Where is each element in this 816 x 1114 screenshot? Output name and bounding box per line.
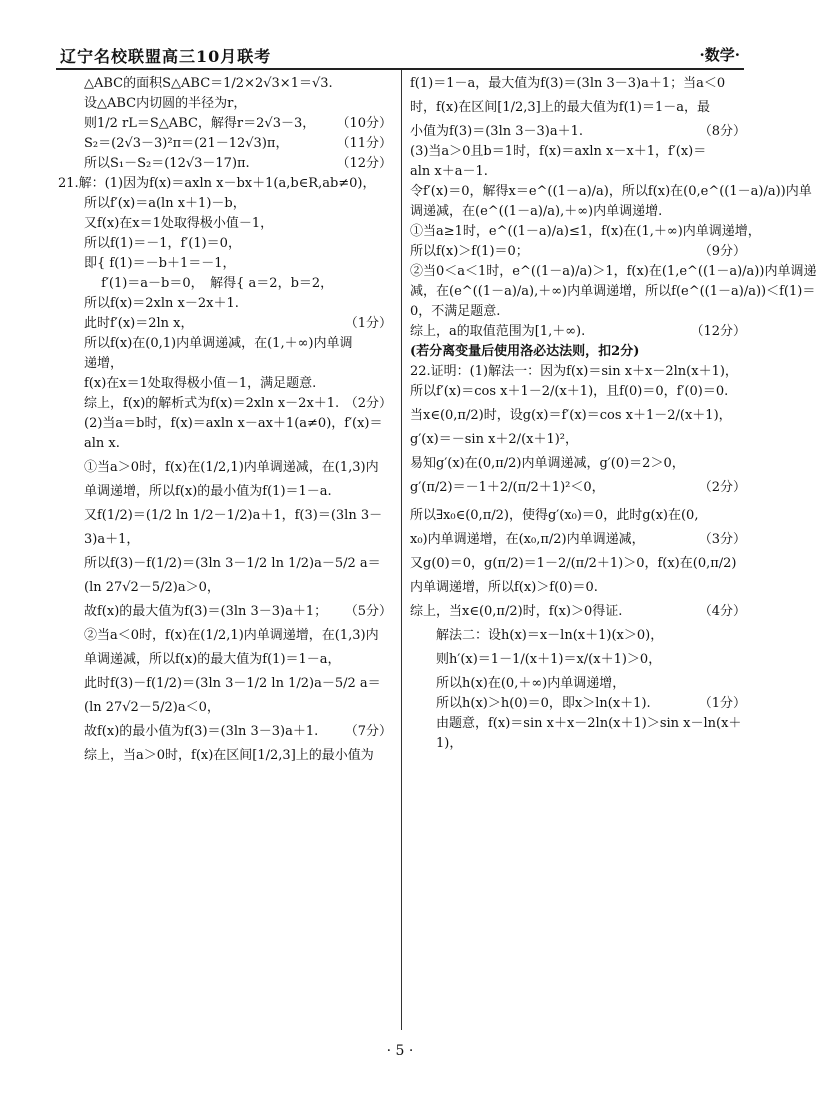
right-column <box>410 74 816 754</box>
line-text: (ln 27√2－5/2)a＞0， <box>84 580 220 595</box>
line-text: g′(x)＝－sin x＋2/(x＋1)²， <box>410 432 579 447</box>
text-line <box>58 578 392 598</box>
line-text: f(x)在x＝1处取得极小值－1，满足题意. <box>84 376 317 391</box>
line-text: 则1/2 rL＝S△ABC，解得r＝2√3－3， <box>84 116 316 131</box>
line-text: 又f(x)在x＝1处取得极小值－1， <box>84 216 274 231</box>
line-text: 22.证明：(1)解法一：因为f(x)＝sin x＋x－2ln(x＋1)， <box>410 364 738 379</box>
text-line <box>410 694 746 714</box>
line-text: 综上，a的取值范围为[1,＋∞). <box>410 324 586 339</box>
text-line <box>58 74 392 94</box>
line-text: 当x∈(0,π/2)时，设g(x)＝f′(x)＝cos x＋1－2/(x＋1)， <box>410 408 732 423</box>
line-text: 所以f(x)在(0,1)内单调递减，在(1,＋∞)内单调 <box>84 336 353 351</box>
line-text: 调递减，在(e^((1－a)/a),＋∞)内单调递增. <box>410 204 663 219</box>
text-line <box>410 506 746 526</box>
text-line <box>58 374 392 394</box>
line-text: 所以f(x)＞f(1)＝0； <box>410 244 529 259</box>
text-line <box>58 650 392 670</box>
text-line <box>410 342 746 362</box>
text-line <box>58 254 392 274</box>
line-text: 所以f′(x)＝a(ln x＋1)－b， <box>84 196 246 211</box>
line-text: 减，在(e^((1－a)/a),＋∞)内单调递增，所以f(e^((1－a)/a))＜f(1)＝ <box>410 284 816 299</box>
line-text: 综上，当x∈(0,π/2)时，f(x)＞0得证. <box>410 604 623 619</box>
line-text: 综上，f(x)的解析式为f(x)＝2xln x－2x＋1. <box>84 396 340 411</box>
score-mark: （2分） <box>695 478 746 498</box>
page-header <box>56 42 744 70</box>
text-line <box>410 650 746 670</box>
score-mark: （12分） <box>686 322 746 342</box>
score-mark: （5分） <box>341 602 392 622</box>
line-text: 0，不满足题意. <box>410 304 501 319</box>
text-line <box>410 322 746 342</box>
text-line <box>410 382 746 402</box>
line-text: 即{ f(1)＝－b＋1＝－1， <box>84 256 236 271</box>
text-line <box>58 334 392 354</box>
score-mark: （9分） <box>695 242 746 262</box>
text-line <box>410 282 816 302</box>
line-text: 小值为f(3)＝(3ln 3－3)a＋1. <box>410 124 583 139</box>
line-text: 易知g′(x)在(0,π/2)内单调递减，g′(0)＝2＞0， <box>410 456 685 471</box>
text-line <box>58 746 392 766</box>
line-text: 又f(1/2)＝(1/2 ln 1/2－1/2)a＋1，f(3)＝(3ln 3－ <box>84 508 383 523</box>
line-text: 1)， <box>436 736 463 751</box>
line-text: 此时f′(x)＝2ln x， <box>84 316 194 331</box>
line-text: 3)a＋1， <box>84 532 140 547</box>
line-text: 递增， <box>84 356 124 371</box>
text-line <box>58 722 392 742</box>
line-text: aln x. <box>84 436 120 451</box>
text-line <box>58 530 392 550</box>
text-line <box>410 242 746 262</box>
subject-label: ·数学· <box>699 46 740 64</box>
text-line <box>410 302 746 322</box>
line-text: 所以f′(x)＝cos x＋1－2/(x＋1)，且f(0)＝0，f′(0)＝0. <box>410 384 729 399</box>
column-divider <box>401 70 402 1030</box>
text-line <box>58 506 392 526</box>
line-text: 令f′(x)＝0，解得x＝e^((1－a)/a)，所以f(x)在(0,e^((1－a)/a))内单 <box>410 184 812 199</box>
text-line <box>410 406 746 426</box>
text-line <box>58 674 392 694</box>
line-text: 综上，当a＞0时，f(x)在区间[1/2,3]上的最小值为 <box>84 748 374 763</box>
score-mark: （3分） <box>695 530 746 550</box>
text-line <box>410 182 812 202</box>
line-text: 则h′(x)＝1－1/(x＋1)＝x/(x＋1)＞0， <box>436 652 662 667</box>
line-text: 内单调递增，所以f(x)＞f(0)＝0. <box>410 580 598 595</box>
text-line <box>410 430 746 450</box>
line-text: (若分离变量后使用洛必达法则，扣2分) <box>410 344 640 359</box>
text-line <box>58 602 392 622</box>
text-line <box>58 234 392 254</box>
line-text: aln x＋a－1. <box>410 164 488 179</box>
text-line <box>58 434 392 454</box>
score-mark: （4分） <box>695 602 746 622</box>
text-line <box>410 162 746 182</box>
line-text: 由题意，f(x)＝sin x＋x－2ln(x＋1)＞sin x－ln(x＋ <box>436 716 742 731</box>
text-line <box>58 458 392 478</box>
left-column <box>58 74 392 766</box>
text-line <box>410 222 761 242</box>
score-mark: （1分） <box>341 314 392 334</box>
text-line <box>410 674 746 694</box>
text-line <box>410 714 746 734</box>
text-line <box>58 354 392 374</box>
score-mark: （12分） <box>332 154 392 174</box>
text-line <box>58 294 392 314</box>
score-mark: （11分） <box>332 134 392 154</box>
text-line <box>410 454 746 474</box>
text-line <box>58 394 392 414</box>
line-text: S₂＝(2√3－3)²π＝(21－12√3)π， <box>84 136 289 151</box>
line-text: 所以f(x)＝2xln x－2x＋1. <box>84 296 239 311</box>
line-text: 又g(0)＝0，g(π/2)＝1－2/(π/2＋1)＞0，f(x)在(0,π/2) <box>410 556 737 571</box>
line-text: 所以h(x)在(0,＋∞)内单调递增， <box>436 676 626 691</box>
text-line <box>58 314 392 334</box>
text-line <box>58 114 392 134</box>
line-text: 时，f(x)在区间[1/2,3]上的最大值为f(1)＝1－a，最 <box>410 100 711 115</box>
text-line <box>58 626 392 646</box>
line-text: ①当a＞0时，f(x)在(1/2,1)内单调递减，在(1,3)内 <box>84 460 379 475</box>
text-line <box>410 362 746 382</box>
line-text: 21.解：(1)因为f(x)＝axln x－bx＋1(a,b∈R,ab≠0)， <box>58 176 376 191</box>
text-line <box>410 202 746 222</box>
text-line <box>410 578 746 598</box>
text-line <box>410 122 746 142</box>
score-mark: （7分） <box>341 722 392 742</box>
text-line <box>58 154 392 174</box>
page-number: · 5 · <box>386 1043 414 1059</box>
exam-title: 辽宁名校联盟高三10月联考 <box>60 47 272 66</box>
text-line <box>410 262 816 282</box>
line-text: g′(π/2)＝－1＋2/(π/2＋1)²＜0， <box>410 480 605 495</box>
line-text: (3)当a＞0且b＝1时，f(x)＝axln x－x＋1，f′(x)＝ <box>410 144 707 159</box>
line-text: 此时f(3)－f(1/2)＝(3ln 3－1/2 ln 1/2)a－5/2 a＝ <box>84 676 381 691</box>
line-text: (2)当a＝b时，f(x)＝axln x－ax＋1(a≠0)，f′(x)＝ <box>84 416 383 431</box>
text-line <box>410 602 746 622</box>
line-text: 单调递增，所以f(x)的最小值为f(1)＝1－a. <box>84 484 332 499</box>
line-text: 设△ABC内切圆的半径为r， <box>84 96 247 111</box>
text-line <box>58 482 392 502</box>
text-line <box>58 134 392 154</box>
text-line <box>58 414 392 434</box>
line-text: f′(1)＝a－b＝0， 解得{ a＝2，b＝2， <box>84 276 334 291</box>
line-text: 故f(x)的最小值为f(3)＝(3ln 3－3)a＋1. <box>84 724 319 739</box>
text-line <box>410 554 746 574</box>
text-line <box>58 554 392 574</box>
text-line <box>58 94 392 114</box>
score-mark: （1分） <box>695 694 746 714</box>
line-text: 所以∃x₀∈(0,π/2)，使得g′(x₀)＝0，此时g(x)在(0, <box>410 508 699 523</box>
line-text: (ln 27√2－5/2)a＜0， <box>84 700 220 715</box>
text-line <box>410 142 746 162</box>
text-line <box>410 530 746 550</box>
text-line <box>58 174 392 194</box>
line-text: ②当a＜0时，f(x)在(1/2,1)内单调递增，在(1,3)内 <box>84 628 379 643</box>
score-mark: （10分） <box>332 114 392 134</box>
line-text: 所以f(1)＝－1，f′(1)＝0， <box>84 236 241 251</box>
text-line <box>58 698 392 718</box>
text-line <box>58 274 392 294</box>
score-mark: （2分） <box>341 394 392 414</box>
text-line <box>410 478 746 498</box>
line-text: 故f(x)的最大值为f(3)＝(3ln 3－3)a＋1； <box>84 604 328 619</box>
line-text: 解法二：设h(x)＝x－ln(x＋1)(x＞0)， <box>436 628 664 643</box>
line-text: ①当a≥1时，e^((1－a)/a)≤1，f(x)在(1,＋∞)内单调递增， <box>410 224 761 239</box>
line-text: △ABC的面积S△ABC＝1/2×2√3×1＝√3. <box>84 76 333 91</box>
text-line <box>410 98 746 118</box>
text-line <box>58 214 392 234</box>
text-line <box>410 626 746 646</box>
score-mark: （8分） <box>695 122 746 142</box>
line-text: x₀)内单调递增，在(x₀,π/2)内单调递减， <box>410 532 645 547</box>
text-line <box>58 194 392 214</box>
text-line <box>410 734 746 754</box>
line-text: f(1)＝1－a，最大值为f(3)＝(3ln 3－3)a＋1；当a＜0 <box>410 76 726 91</box>
text-line <box>410 74 746 94</box>
line-text: ②当0＜a＜1时，e^((1－a)/a)＞1，f(x)在(1,e^((1－a)/a))内单调递 <box>410 264 816 279</box>
line-text: 所以h(x)＞h(0)＝0，即x＞ln(x＋1). <box>436 696 651 711</box>
line-text: 单调递减，所以f(x)的最大值为f(1)＝1－a， <box>84 652 341 667</box>
line-text: 所以f(3)－f(1/2)＝(3ln 3－1/2 ln 1/2)a－5/2 a＝ <box>84 556 381 571</box>
line-text: 所以S₁－S₂＝(12√3－17)π. <box>84 156 250 171</box>
